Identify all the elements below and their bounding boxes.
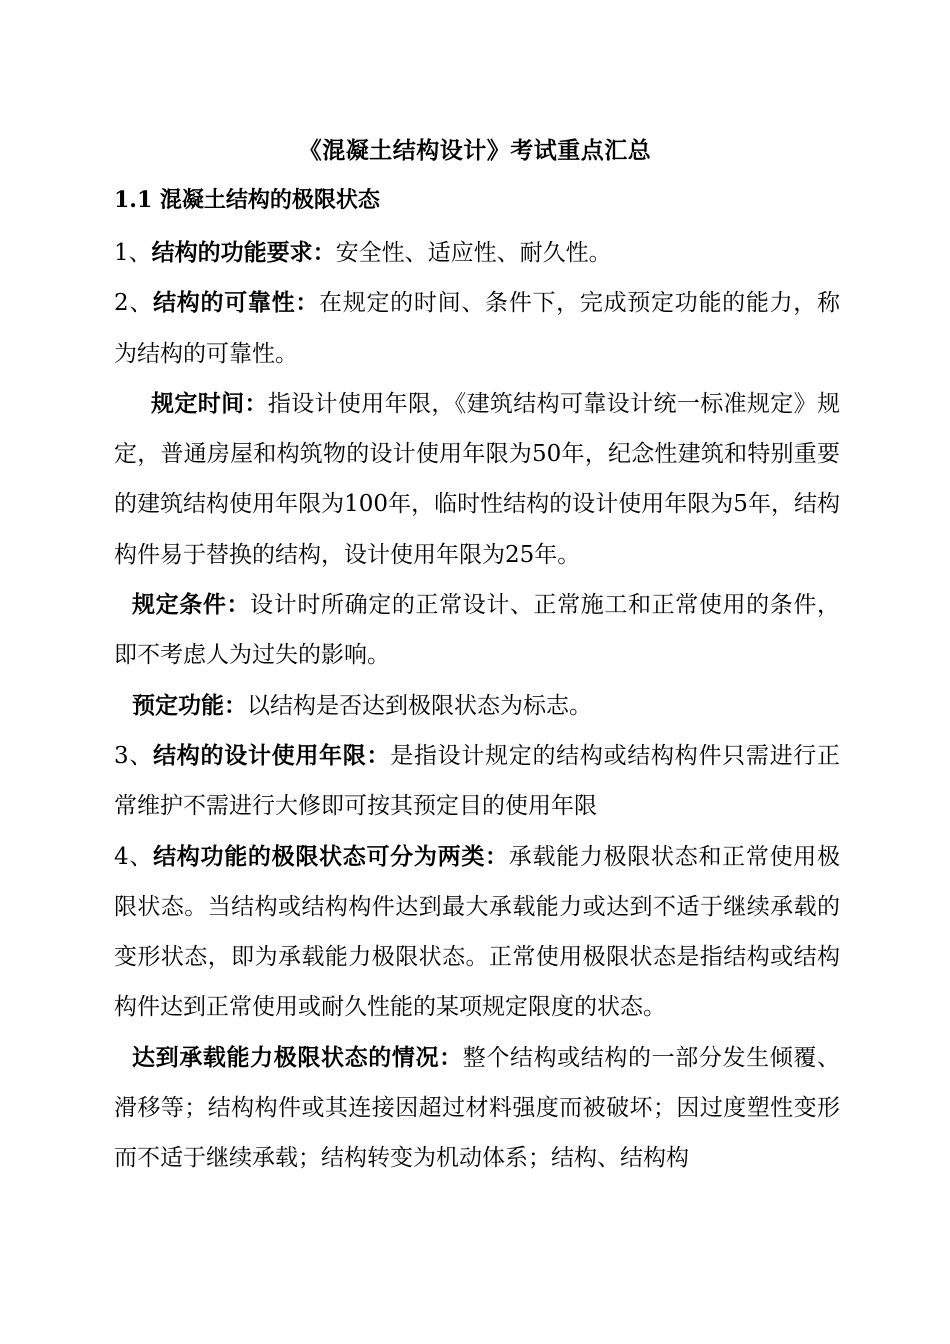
paragraph-term: 结构的设计使用年限： <box>153 741 391 769</box>
paragraph-number: 1、 <box>114 240 152 266</box>
paragraph-specified-conditions <box>114 580 840 681</box>
paragraph-term: 规定条件： <box>132 591 251 619</box>
paragraph-text: 整个结构或结构的一部分发生倾覆、滑移等；结构构件或其连接因超过材料强度而被破坏；因过度塑性变形而不适于继续承载；结构转变为机动体系；结构、结构构 <box>114 1044 841 1172</box>
document-title: 《混凝土结构设计》考试重点汇总 <box>298 137 652 164</box>
paragraph-specified-time <box>114 379 840 580</box>
paragraph-term: 结构的可靠性： <box>153 289 320 317</box>
paragraph-text: 指设计使用年限，《建筑结构可靠设计统一标准规定》规定，普通房屋和构筑物的设计使用年限为50年，纪念性建筑和特别重要的建筑结构使用年限为100年，临时性结构的设计使用年限为5年，结构构件易于替换的结构，设计使用年限为25年。 <box>114 390 841 568</box>
paragraph-term: 结构功能的极限状态可分为两类： <box>153 842 509 870</box>
paragraph-term: 规定时间： <box>151 389 268 417</box>
paragraph-function-requirements <box>114 228 840 278</box>
paragraph-design-service-life <box>114 731 840 832</box>
paragraph-text: 安全性、适应性、耐久性。 <box>335 240 612 266</box>
paragraph-term: 达到承载能力极限状态的情况： <box>132 1043 463 1071</box>
paragraph-intended-function <box>114 681 840 731</box>
section-heading: 1.1 混凝土结构的极限状态 <box>114 187 380 213</box>
paragraph-number: 4、 <box>114 843 154 870</box>
paragraph-text: 在规定的时间、条件下，完成预定功能的能力，称为结构的可靠性。 <box>114 290 840 367</box>
paragraph-limit-states <box>114 832 840 1033</box>
paragraph-text: 是指设计规定的结构或结构构件只需进行正常维护不需进行大修即可按其预定目的使用年限 <box>114 742 841 820</box>
paragraph-number: 2、 <box>114 290 154 317</box>
paragraph-ultimate-limit-conditions <box>114 1033 840 1184</box>
paragraph-number: 3、 <box>114 742 154 769</box>
paragraph-text: 设计时所确定的正常设计、正常施工和正常使用的条件，即不考虑人为过失的影响。 <box>114 592 841 669</box>
document-body <box>114 228 840 1184</box>
paragraph-term: 结构的功能要求： <box>151 239 336 266</box>
paragraph-text: 以结构是否达到极限状态为标志。 <box>247 692 592 719</box>
paragraph-reliability <box>114 278 840 379</box>
paragraph-term: 预定功能： <box>132 691 247 719</box>
paragraph-text: 承载能力极限状态和正常使用极限状态。当结构或结构构件达到最大承载能力或达到不适于继续承载的变形状态，即为承载能力极限状态。正常使用极限状态是指结构或结构构件达到正常使用或耐久性能的某项规定限度的状态。 <box>114 843 841 1021</box>
